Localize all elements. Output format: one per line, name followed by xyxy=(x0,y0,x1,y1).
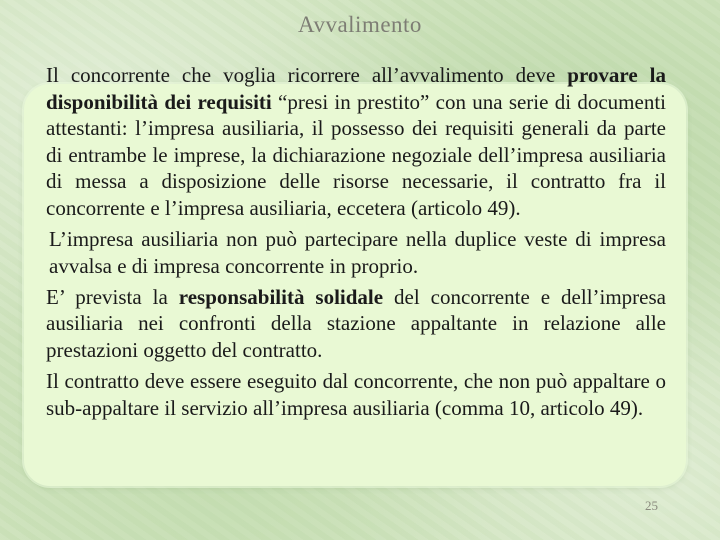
page-number: 25 xyxy=(645,498,658,513)
paragraph-joint-liability xyxy=(46,284,666,364)
paragraph-text: L’impresa ausiliaria non può partecipare nella duplice veste di impresa avvalsa e di impresa concorrente in proprio. xyxy=(49,227,666,278)
paragraph-text: E’ prevista la xyxy=(46,284,179,309)
paragraph-text: Il concorrente che voglia ricorrere all’avvalimento deve xyxy=(46,63,568,87)
bold-phrase: provare la disponibilità dei requisiti xyxy=(46,63,667,114)
slide-body xyxy=(46,62,666,426)
paragraph-text: Il contratto deve essere eseguito dal concorrente, che non può appaltare o sub-appaltare il servizio all’impresa ausiliaria (comma 10, articolo 49). xyxy=(46,369,666,420)
bold-phrase: responsabilità solidale xyxy=(178,284,384,309)
paragraph-text: del concorrente e dell’impresa ausiliaria nei confronti della stazione appaltante in relazione alle prestazioni oggetto del contratto. xyxy=(46,284,666,362)
paragraph-contract-execution xyxy=(46,368,666,421)
paragraph-text: “presi in prestito” con una serie di documenti attestanti: l’impresa ausiliaria, il possesso dei requisiti generali da parte di entrambe le imprese, la dichiarazione negoziale dell’impresa ausiliaria di messa a disposizione delle risorse necessarie, il contratto fra il concorrente e l’impresa ausiliaria, eccetera (articolo 49). xyxy=(46,89,666,220)
paragraph-avvalimento-requirements xyxy=(46,62,666,222)
slide-title: Avvalimento xyxy=(298,12,422,37)
paragraph-auxiliary-restriction xyxy=(46,226,666,279)
